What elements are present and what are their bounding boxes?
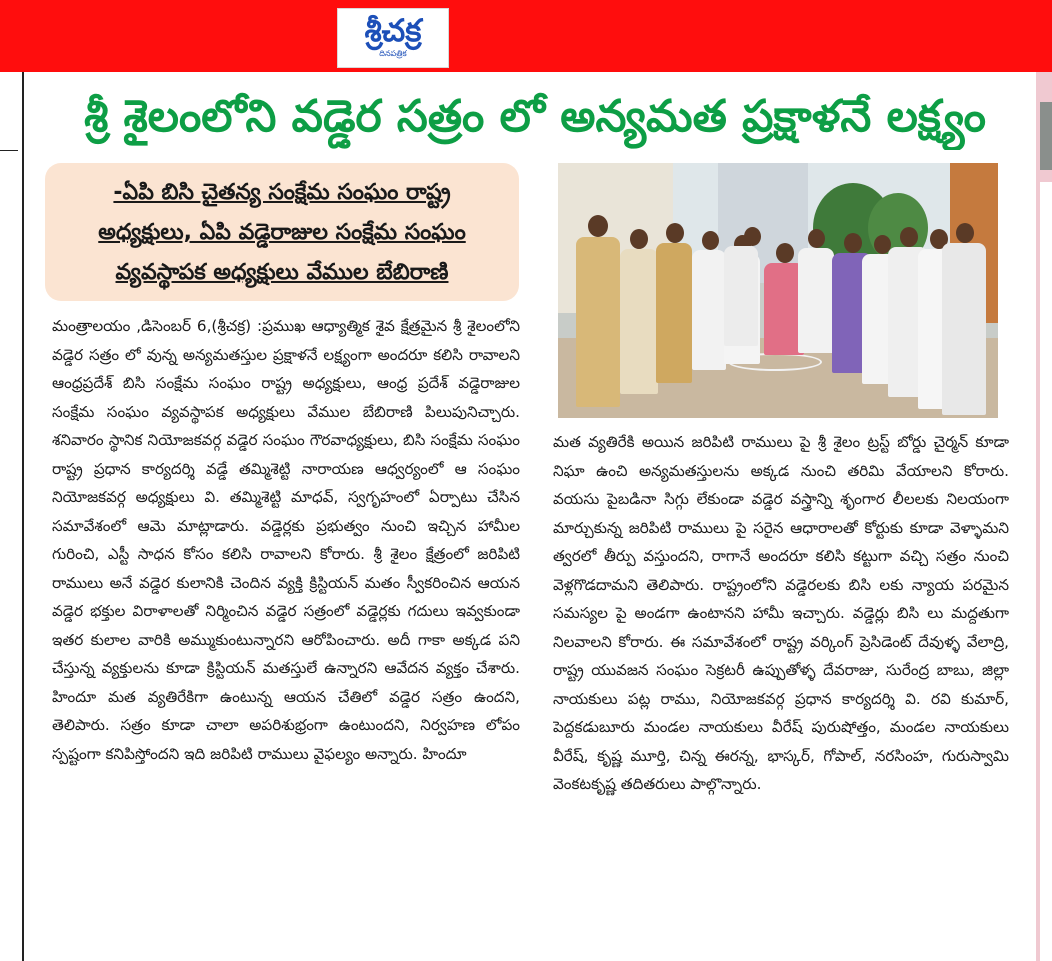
adjacent-photo bbox=[1040, 102, 1052, 170]
body-text-right: మత వ్యతిరేకి అయిన జరిపిటి రాములు పై శ్రీ శైలం ట్రస్ట్ బోర్డు చైర్మన్ కూడా నిఘా ఉంచి అన్యమతస్తులను అక్కడ నుంచి తరిమి వేయాలని కోరారు. వయసు పైబడినా సిగ్గు లేకుండా వడ్డెర వస్త్రాన్ని శృంగార లీలలకు నిలయంగా మార్చుకున్న జరిపిటి రాములు పై సరైన ఆధారాలతో కోర్టుకు కూడా వెళ్ళామని త్వరలో తీర్పు వస్తుందని, రాగానే అందరూ కలిసి కట్టుగా వచ్చి సత్రం నుంచి వెళ్లగొడదామని తెలిపారు. రాష్ట్రంలోని వడ్డెరలకు బిసి లకు న్యాయ పరమైన సమస్యల పై అండగా ఉంటానని హామీ ఇచ్చారు. వడ్డెర్లు బిసి లు మద్దతుగా నిలవాలని కోరారు. ఈ సమావేశంలో రాష్ట్ర వర్కింగ్ ప్రెసిడెంట్ దేవుళ్ళ వేలాద్రి, రాష్ట్ర యువజన సంఘం సెక్రటరీ ఉప్పుతోళ్ళ దేవరాజు, సురేంద్ర బాబు, జిల్లా నాయకులు పట్ల రాము, నియోజకవర్గ ప్రధాన కార్యదర్శి వి. రవి కుమార్, పెద్దకడుబూరు మండల నాయకులు వీరేష్ పురుషోత్తం, మండల నాయకులు వీరేష్, కృష్ణ మూర్తి, చిన్న ఈరన్న, భాస్కర్, గోపాల్, నరసింహ, గురుస్వామి వెంకటకృష్ణ తదితరులు పాల్గొన్నారు. bbox=[553, 433, 1009, 793]
subheadline-line: అధ్యక్షులు, ఏపి వడ్డెరాజుల సంక్షేమ సంఘం bbox=[98, 220, 466, 245]
person-head bbox=[776, 243, 794, 263]
group-photo bbox=[558, 163, 998, 418]
person bbox=[942, 243, 986, 415]
person bbox=[656, 243, 692, 383]
logo-subtext: దినపత్రిక bbox=[379, 49, 407, 58]
article-headline: శ్రీ శైలంలోని వడ్డెర సత్రం లో అన్యమత ప్రక్షాళనే లక్ష్యం bbox=[84, 91, 986, 142]
subheadline-line: వ్యవస్థాపక అధ్యక్షులు వేముల బేబిరాణి bbox=[115, 260, 449, 285]
column-rule bbox=[0, 150, 18, 151]
person bbox=[692, 250, 726, 370]
person-head bbox=[844, 233, 862, 253]
person-head bbox=[900, 227, 918, 247]
subheadline-line: -ఏపి బిసి చైతన్య సంక్షేమ సంఘం రాష్ట్ర bbox=[113, 180, 451, 205]
article-body-left bbox=[52, 312, 520, 930]
body-text-left: మంత్రాలయం ,డిసెంబర్ 6,(శ్రీచక్ర) :ప్రముఖ ఆధ్యాత్మిక శైవ క్షేత్రమైన శ్రీ శైలంలోని వడ్డెర సత్రం లో వున్న అన్యమతస్తుల ప్రక్షాళనే లక్ష్యంగా అందరూ కలిసి రావాలని ఆంధ్రప్రదేశ్ బిసి సంక్షేమ సంఘం రాష్ట్ర అధ్యక్షులు, ఆంధ్ర ప్రదేశ్ వడ్డెరాజుల సంక్షేమ సంఘం వ్యవస్థాపక అధ్యక్షులు వేముల బేబిరాణి పిలుపునిచ్చారు. శనివారం స్థానిక నియోజకవర్గ వడ్డెర సంఘం గౌరవాధ్యక్షులు, బిసి సంక్షేమ సంఘం రాష్ట్ర ప్రధాన కార్యదర్శి వడ్డే తమ్మిశెట్టి నారాయణ ఆధ్వర్యంలో ఆ సంఘం నియోజకవర్గ అధ్యక్షులు వి. తమ్మిశెట్టి మాధవ్, స్వగృహంలో ఏర్పాటు చేసిన సమావేశంలో ఆమె మాట్లాడారు. వడ్డెర్లకు ప్రభుత్వం నుంచి ఇచ్చిన హామీల గురించి, ఎస్టీ సాధన కోసం కలిసి రావాలని కోరారు. శ్రీ శైలం క్షేత్రంలో జరిపిటి రాములు అనే వడ్డెర కులానికి చెందిన వ్యక్తి క్రిస్టియన్ మతం స్వీకరించిన ఆయన వడ్డెర భక్తుల విరాళాలతో నిర్మించిన వడ్డెర సత్రంలో వడ్డెర్లకు గదులు ఇవ్వకుండా ఇతర కులాల వారికి అమ్ముకుంటున్నారని ఆరోపించారు. అదీ గాకా అక్కడ పని చేస్తున్న వ్యక్తులను కూడా క్రిస్టియన్ మతస్తులే ఉన్నారని ఆవేదన వ్యక్తం చేశారు. హిందూ మత వ్యతిరేకిగా ఉంటున్న ఆయన చేతిలో వడ్డెర సత్రం ఉందని, తెలిపారు. సత్రం కూడా చాలా అపరిశుభ్రంగా ఉంటుందని, నిర్వహణ లోపం స్పష్టంగా కనిపిస్తోందని ఇది జరిపిటి రాములు వైఫల్యం అన్నారు. హిందూ bbox=[52, 317, 520, 763]
person bbox=[620, 249, 658, 394]
next-article-headline-band bbox=[40, 932, 1030, 961]
person-head bbox=[588, 215, 608, 237]
person-head bbox=[744, 227, 761, 246]
person bbox=[576, 237, 620, 407]
article-body-right bbox=[553, 428, 1009, 928]
right-adjacent-column bbox=[1036, 72, 1052, 961]
person-head bbox=[630, 229, 648, 249]
person-head bbox=[666, 223, 684, 243]
logo-text: శ్రీచక్ర bbox=[364, 13, 422, 49]
masthead-bar bbox=[0, 0, 1052, 72]
adjacent-text-area bbox=[1040, 182, 1052, 961]
person-head bbox=[808, 229, 825, 248]
left-adjacent-column bbox=[0, 72, 24, 961]
subheadline-box bbox=[45, 163, 519, 301]
next-article-headline-fragment bbox=[60, 934, 74, 961]
person bbox=[724, 246, 758, 346]
person-head bbox=[956, 223, 974, 243]
person-head bbox=[702, 231, 719, 250]
person bbox=[798, 248, 834, 353]
newspaper-logo bbox=[337, 8, 449, 68]
